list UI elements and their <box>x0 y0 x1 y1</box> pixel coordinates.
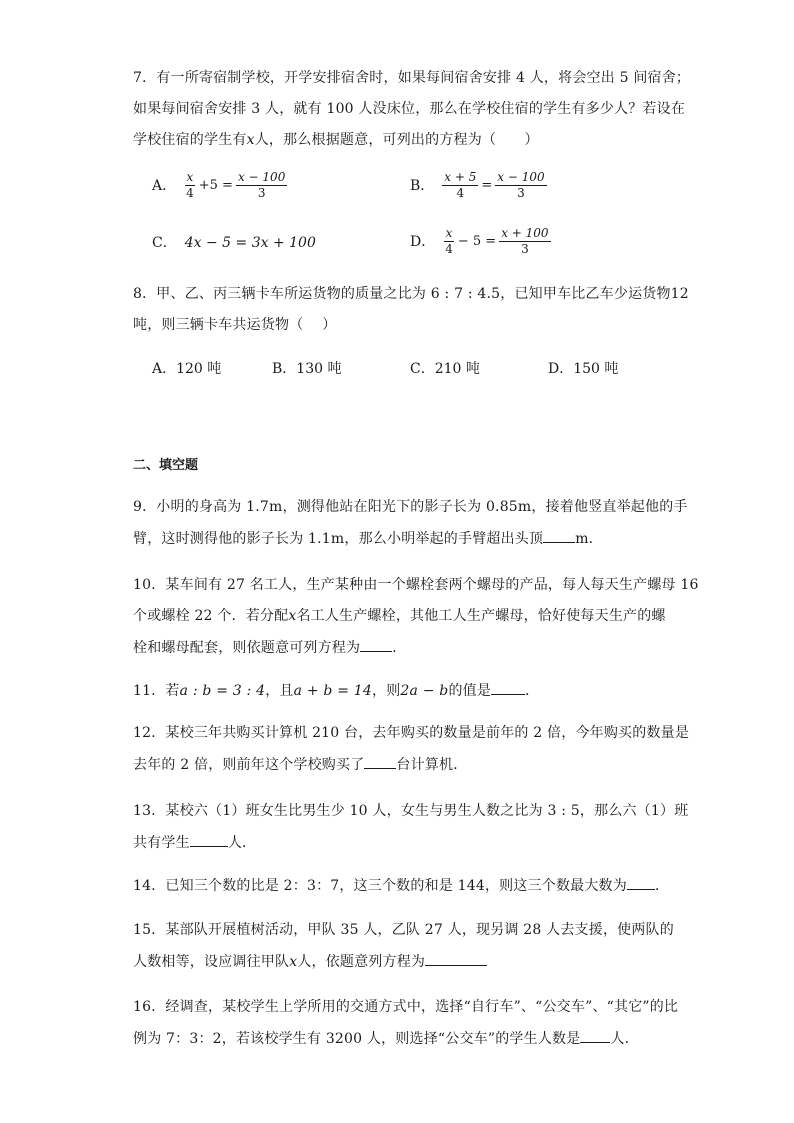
answer-blank[interactable] <box>425 951 487 966</box>
operator: − 5 = <box>457 233 497 249</box>
q12-line-1: 12．某校三年共购买计算机 210 台，去年购买的数量是前年的 2 倍，今年购买的数量是 <box>133 725 690 741</box>
q12-line-2: 去年的 2 倍，则前年这个学校购买了 台计算机． <box>133 754 467 775</box>
option-label: D． <box>410 233 436 250</box>
q8-option-b[interactable]: B．130 吨 <box>272 361 342 377</box>
q10-line-1: 10．某车间有 27 名工人，生产某种由一个螺栓套两个螺母的产品，每人每天生产螺母 16 <box>133 577 699 593</box>
q15-line-1: 15．某部队开展植树活动，甲队 35 人，乙队 27 人，现另调 28 人去支援，使两队的 <box>133 922 674 938</box>
q8-line-1: 8．甲、乙、丙三辆卡车所运货物的质量之比为 6 : 7 : 4.5，已知甲车比乙车少运货物12 <box>133 286 689 302</box>
option-label: A． <box>152 177 177 194</box>
fraction: $\frac{x + 100}{3}$ <box>501 226 549 256</box>
q7-option-d[interactable] <box>410 226 551 257</box>
q15-line-2: 人数相等，设应调往甲队x人，依题意列方程为 <box>133 951 487 972</box>
q7-line-3-text-a: 学校住宿的学生有 <box>133 132 247 148</box>
q14-line: 14．已知三个数的比是 2：3：7，这三个数的和是 144，则这三个数最大数为 ． <box>133 875 669 896</box>
q7-line-2: 如果每间宿舍安排 3 人，就有 100 人没床位，那么在学校住宿的学生有多少人？若设在 <box>133 101 686 117</box>
answer-blank[interactable] <box>491 680 525 695</box>
answer-blank[interactable] <box>364 754 396 769</box>
fraction: $\frac{x}{4}$ <box>186 170 194 200</box>
q11-ratio: a : b = 3 : 4 <box>179 683 266 699</box>
section-title: 二、填空题 <box>133 458 199 473</box>
q11-line: 11．若a : b = 3 : 4，且a + b = 14，则2a − b的值是 ． <box>133 680 539 701</box>
q7-option-b[interactable] <box>410 170 547 201</box>
q10-line-2: 个或螺栓 22 个．若分配x名工人生产螺栓，其他工人生产螺母，恰好使每天生产的螺 <box>133 608 666 624</box>
fraction: $\frac{x + 5}{4}$ <box>444 170 477 200</box>
q8-option-a[interactable]: A．120 吨 <box>152 361 222 377</box>
q8-option-c[interactable]: C．210 吨 <box>410 361 480 377</box>
q8-option-d[interactable]: D．150 吨 <box>548 361 619 377</box>
answer-blank[interactable] <box>580 1028 610 1043</box>
q10-line-3: 栓和螺母配套，则依题意可列方程为 ． <box>133 637 406 658</box>
q11-sum: a + b = 14 <box>293 683 373 699</box>
q13-line-2: 共有学生 人． <box>133 832 256 853</box>
q9-line-1: 9．小明的身高为 1.7m，测得他站在阳光下的影子长为 0.85m，接着他竖直举起他的手 <box>133 499 688 515</box>
q7-option-a[interactable] <box>152 170 287 201</box>
q7-option-c[interactable] <box>152 233 316 253</box>
q8-line-2: 吨，则三辆卡车共运货物（ ） <box>133 317 337 333</box>
option-label: B． <box>410 177 435 194</box>
q7-variable: x <box>246 132 255 148</box>
q10-variable: x <box>288 608 297 624</box>
answer-blank[interactable] <box>627 875 655 890</box>
operator: = <box>481 177 493 193</box>
answer-blank[interactable] <box>360 637 392 652</box>
q7-line-3 <box>133 130 539 150</box>
fraction: $\frac{x - 100}{3}$ <box>497 170 545 200</box>
option-expression: 4x − 5 = 3x + 100 <box>184 235 316 251</box>
q13-line-1: 13．某校六（1）班女生比男生少 10 人，女生与男生人数之比为 3 : 5，那么六（1）班 <box>133 803 689 819</box>
q7-line-3-text-b: 人，那么根据题意，可列出的方程为（ ） <box>254 132 539 148</box>
answer-blank[interactable] <box>190 832 228 847</box>
fraction: $\frac{x}{4}$ <box>445 226 453 256</box>
q11-expression: 2a − b <box>400 683 449 699</box>
fraction: $\frac{x - 100}{3}$ <box>237 170 286 200</box>
q9-line-2: 臂，这时测得他的影子长为 1.1m，那么小明举起的手臂超出头顶 m． <box>133 528 603 549</box>
answer-blank[interactable] <box>543 528 575 543</box>
operator: +5 = <box>198 177 233 193</box>
q16-line-1: 16．经调查，某校学生上学所用的交通方式中，选择“自行车”、“公交车”、“其它”的比 <box>133 999 679 1015</box>
q15-variable: x <box>289 954 298 970</box>
q16-line-2: 例为 7：3：2，若该校学生有 3200 人，则选择“公交车”的学生人数是 人． <box>133 1028 639 1049</box>
option-label: C． <box>152 235 177 251</box>
q7-line-1: 7．有一所寄宿制学校，开学安排宿舍时，如果每间宿舍安排 4 人，将会空出 5 间宿舍； <box>133 70 691 86</box>
